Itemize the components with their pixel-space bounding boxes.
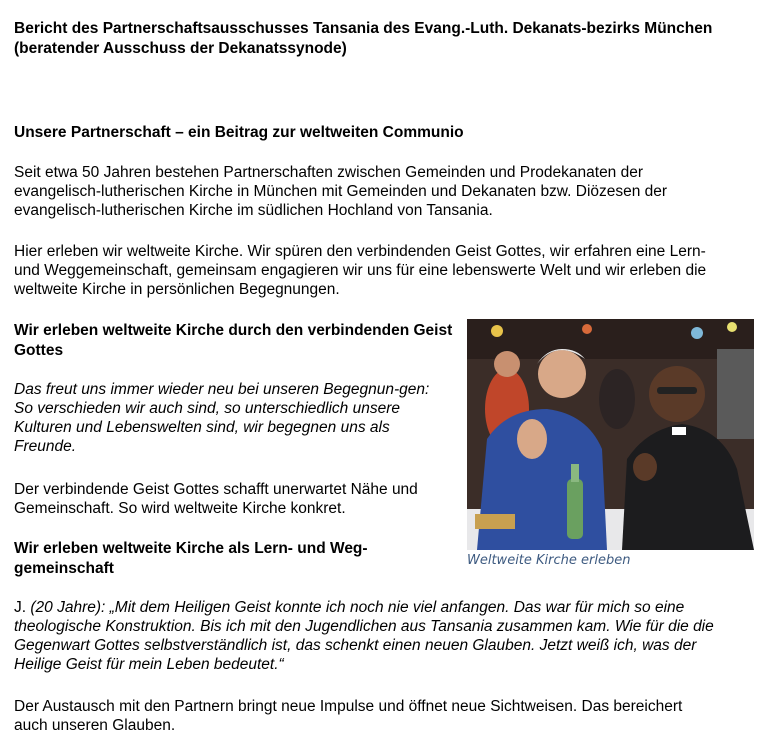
photo-illustration <box>467 319 754 550</box>
quote-2 <box>14 598 714 674</box>
quote-2-text: (20 Jahre): „Mit dem Heiligen Geist konnte ich noch nie viel anfangen. Das war für mich so eine theologische Konstruktion. Bis ich mit den Jugendlichen aus Tansania zusammen kam. Wie für die die Gegenwart Gottes selbstverständlich ist, das schenkt einen neuen Glauben. Jetzt weiß ich, was der Heilige Geist für mein Leben bedeutet.“ <box>14 599 714 673</box>
paragraph-3: Der verbindende Geist Gottes schafft unerwartet Nähe und Gemeinschaft. So wird weltweite Kirche konkret. <box>14 481 418 517</box>
photo-two-men-talking <box>467 319 754 550</box>
section-heading: Unsere Partnerschaft – ein Beitrag zur weltweiten Communio <box>14 124 464 141</box>
subheading-2: Wir erleben weltweite Kirche als Lern- und Weg-gemeinschaft <box>14 540 368 577</box>
quote-1: Das freut uns immer wieder neu bei unseren Begegnun-gen: So verschieden wir auch sind, so unterschiedlich unsere Kulturen und Lebenswelten sind, wir begegnen uns als Freunde. <box>14 381 430 455</box>
paragraph-4: Der Austausch mit den Partnern bringt neue Impulse und öffnet neue Sichtweisen. Das bereichert auch unseren Glauben. <box>14 698 683 734</box>
quote-2-author: J. <box>14 599 27 616</box>
intro-paragraph-1: Seit etwa 50 Jahren bestehen Partnerschaften zwischen Gemeinden und Prodekanaten der evangelisch-lutherischen Kirche in München mit Gemeinden und Dekanaten bzw. Diözesen der evangelisch-lutherischen Kirche im südlichen Hochland von Tansania. <box>14 164 668 219</box>
photo-caption: Weltweite Kirche erleben <box>467 553 631 568</box>
subheading-1: Wir erleben weltweite Kirche durch den verbindenden Geist Gottes <box>14 322 453 359</box>
document-title: Bericht des Partnerschaftsausschusses Tansania des Evang.-Luth. Dekanats-bezirks München (beratender Ausschuss der Dekanatssynode) <box>14 20 713 57</box>
intro-paragraph-2: Hier erleben wir weltweite Kirche. Wir spüren den verbindenden Geist Gottes, wir erfahren eine Lern- und Weggemeinschaft, gemeinsam engagieren wir uns für eine lebenswerte Welt und wir erleben die weltweite Kirche in persönlichen Begegnungen. <box>14 243 707 298</box>
